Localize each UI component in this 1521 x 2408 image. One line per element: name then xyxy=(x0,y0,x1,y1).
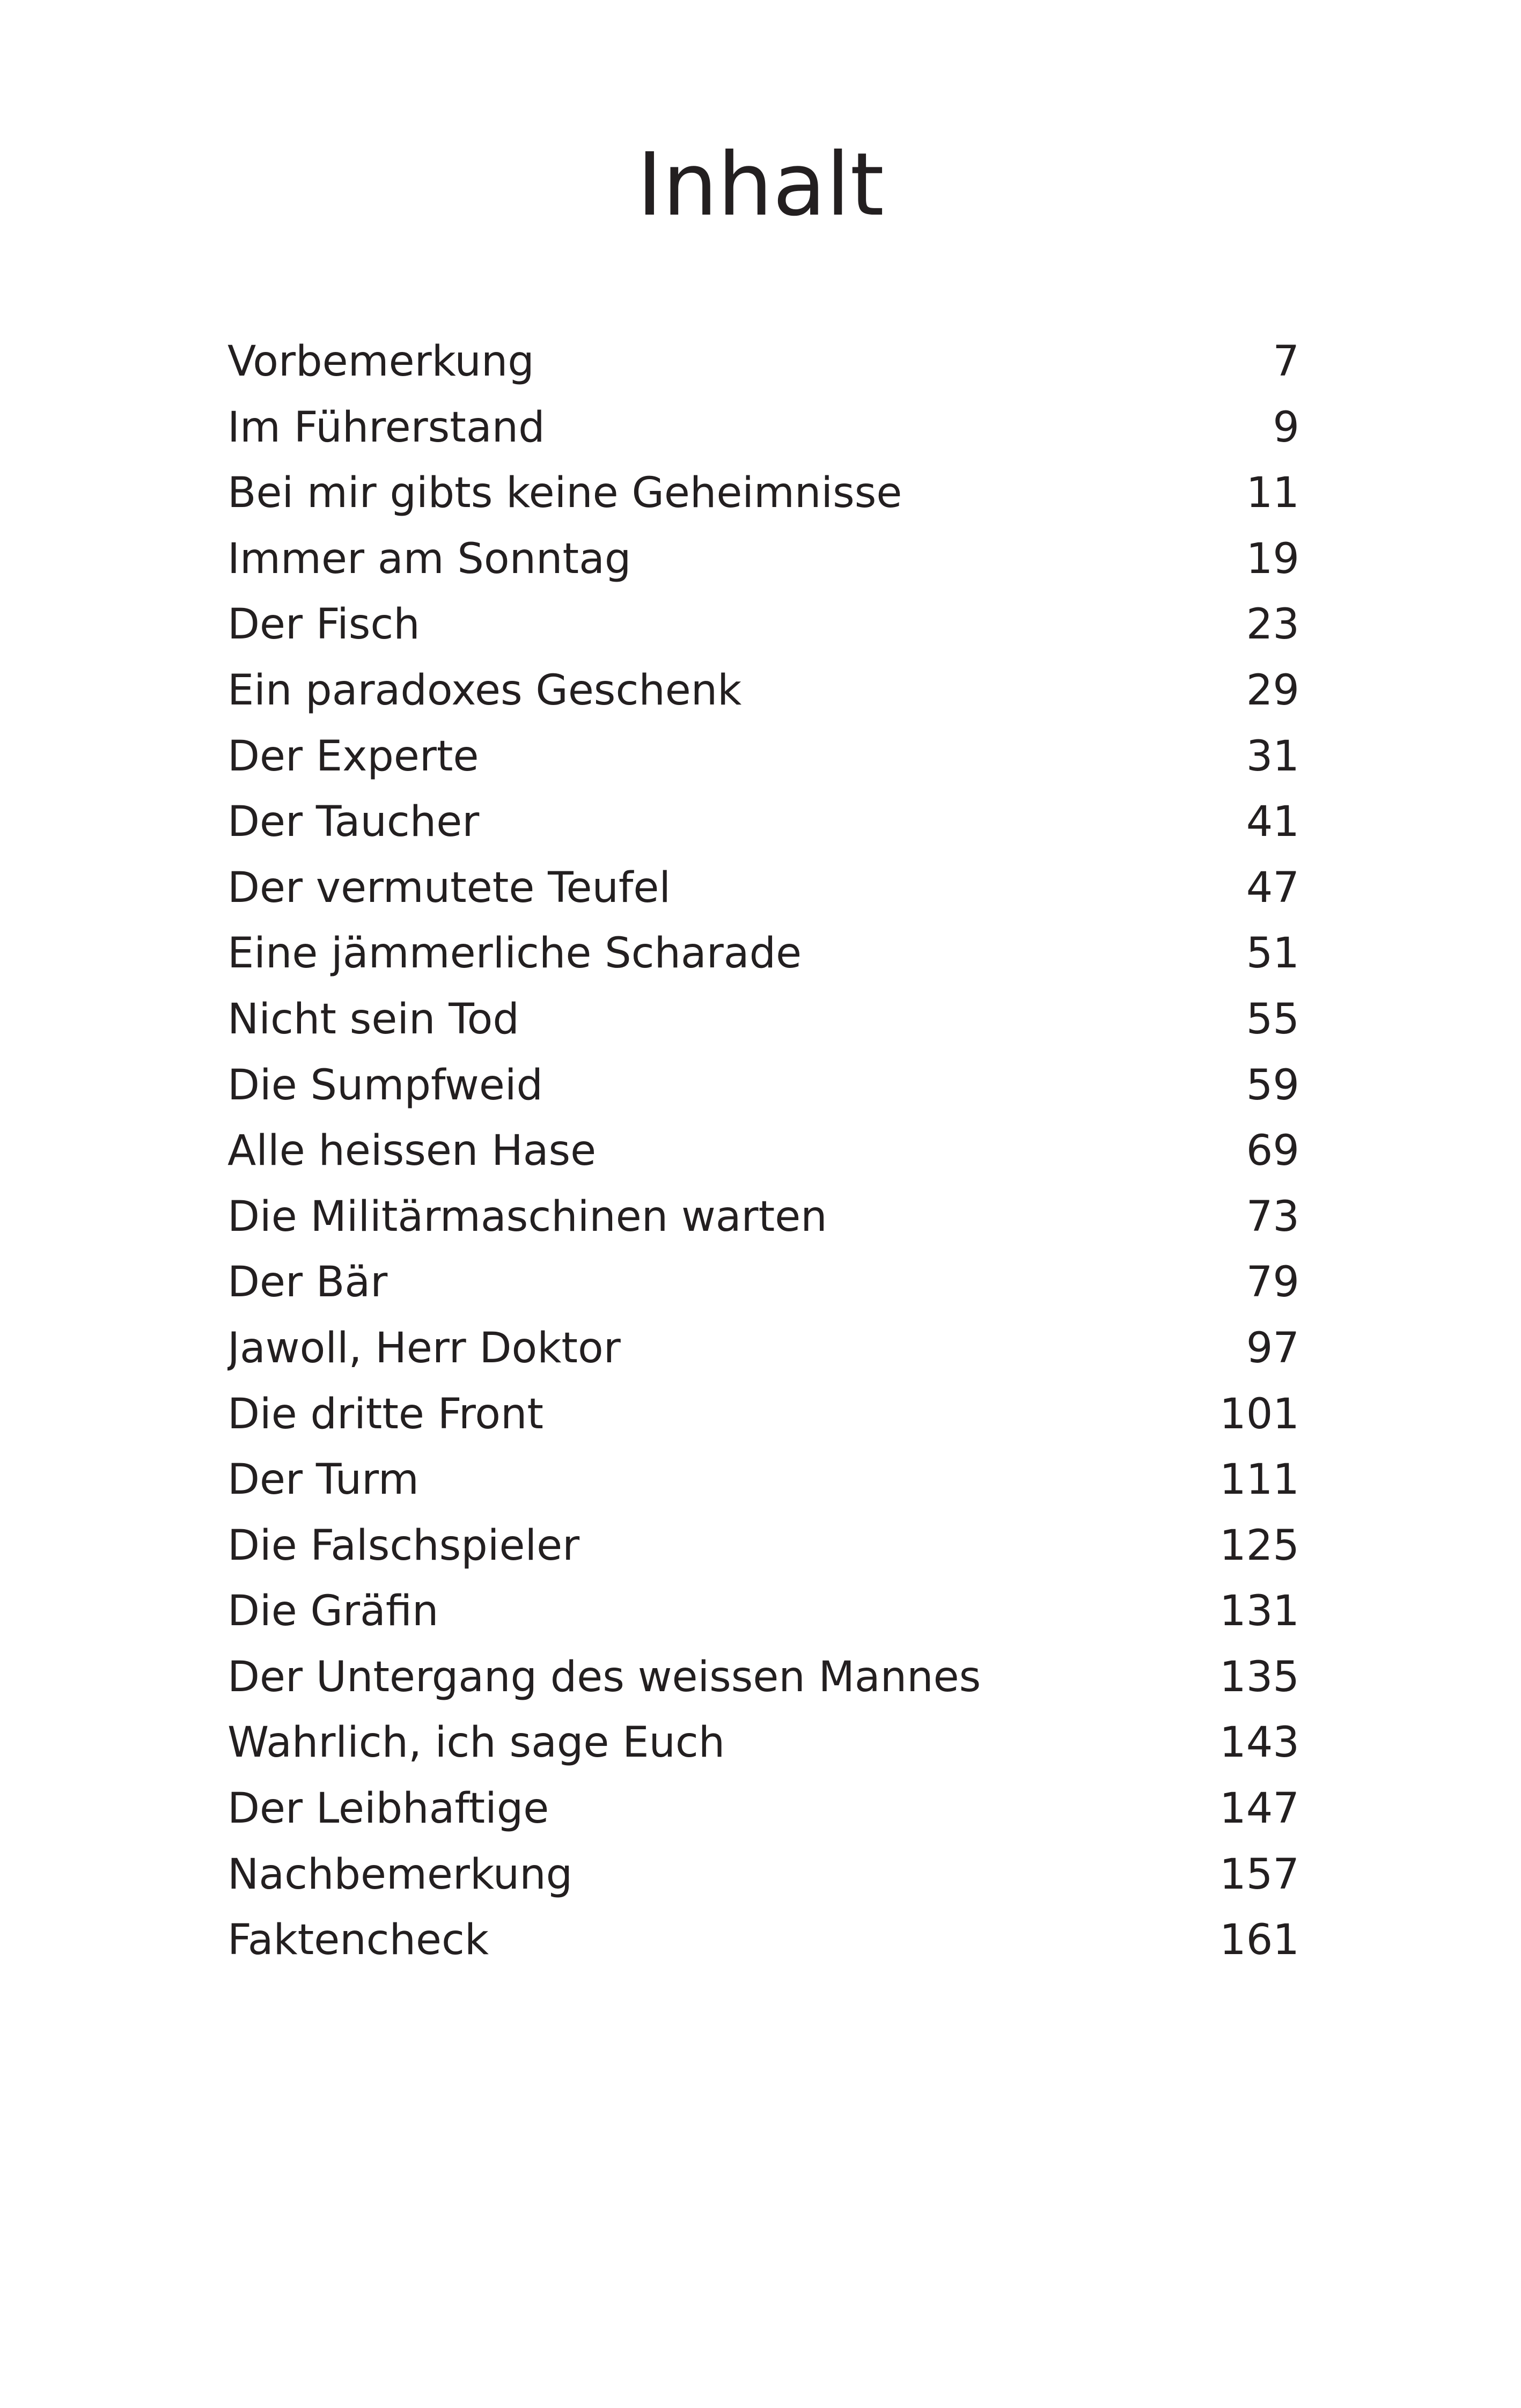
toc-entry xyxy=(227,1645,1299,1710)
toc-entry-title: Ein paradoxes Geschenk xyxy=(227,666,742,715)
toc-entry-page-number: 143 xyxy=(1219,1719,1299,1767)
toc-entry-page-number: 73 xyxy=(1246,1192,1299,1241)
toc-entry xyxy=(227,1447,1299,1513)
toc-entry xyxy=(227,1710,1299,1776)
toc-entry-title: Der Turm xyxy=(227,1456,419,1504)
toc-entry xyxy=(227,1907,1299,1973)
toc-entry-page-number: 29 xyxy=(1246,666,1299,715)
toc-entry-title: Bei mir gibts keine Geheimnisse xyxy=(227,469,902,518)
toc-entry xyxy=(227,658,1299,724)
toc-entry xyxy=(227,526,1299,592)
toc-entry xyxy=(227,1579,1299,1645)
toc-entry-page-number: 69 xyxy=(1246,1127,1299,1176)
toc-entry-page-number: 7 xyxy=(1273,337,1299,386)
toc-entry xyxy=(227,1250,1299,1316)
toc-entry-title: Immer am Sonntag xyxy=(227,534,631,583)
toc-entry-title: Vorbemerkung xyxy=(227,337,534,386)
toc-entry xyxy=(227,921,1299,987)
toc-entry xyxy=(227,1184,1299,1250)
toc-entry xyxy=(227,395,1299,461)
toc-entry-page-number: 41 xyxy=(1246,798,1299,847)
toc-entry-page-number: 23 xyxy=(1246,600,1299,649)
toc-entry-page-number: 161 xyxy=(1219,1916,1299,1965)
toc-entry-title: Wahrlich, ich sage Euch xyxy=(227,1719,725,1767)
toc-entry-title: Der Taucher xyxy=(227,798,480,847)
toc-entry xyxy=(227,1842,1299,1908)
toc-entry xyxy=(227,592,1299,658)
toc-entry xyxy=(227,1382,1299,1448)
toc-entry-title: Faktencheck xyxy=(227,1916,489,1965)
toc-entry-page-number: 147 xyxy=(1219,1785,1299,1833)
toc-entry xyxy=(227,987,1299,1053)
page-title: Inhalt xyxy=(637,135,884,236)
table-of-contents xyxy=(227,329,1299,1973)
toc-entry-page-number: 97 xyxy=(1246,1324,1299,1372)
toc-entry-page-number: 125 xyxy=(1219,1521,1299,1570)
toc-entry-title: Die dritte Front xyxy=(227,1390,543,1438)
toc-entry-page-number: 31 xyxy=(1246,732,1299,781)
toc-entry-title: Der Bär xyxy=(227,1258,388,1307)
toc-entry xyxy=(227,329,1299,395)
toc-entry-title: Nicht sein Tod xyxy=(227,995,519,1044)
toc-entry xyxy=(227,1776,1299,1842)
toc-entry-title: Jawoll, Herr Doktor xyxy=(227,1324,621,1372)
toc-entry-title: Der vermutete Teufel xyxy=(227,863,671,912)
toc-entry-page-number: 55 xyxy=(1246,995,1299,1044)
toc-entry xyxy=(227,1053,1299,1119)
toc-entry xyxy=(227,1513,1299,1579)
toc-entry-page-number: 157 xyxy=(1219,1850,1299,1899)
toc-entry-page-number: 47 xyxy=(1246,863,1299,912)
toc-entry xyxy=(227,460,1299,526)
toc-entry-title: Nachbemerkung xyxy=(227,1850,573,1899)
toc-entry-page-number: 101 xyxy=(1219,1390,1299,1438)
toc-entry-title: Die Falschspieler xyxy=(227,1521,580,1570)
toc-entry-title: Der Fisch xyxy=(227,600,420,649)
toc-entry-page-number: 59 xyxy=(1246,1061,1299,1110)
toc-entry-page-number: 131 xyxy=(1219,1587,1299,1636)
toc-entry-title: Eine jämmerliche Scharade xyxy=(227,929,802,978)
toc-entry xyxy=(227,1316,1299,1382)
toc-entry-title: Die Militärmaschinen warten xyxy=(227,1192,827,1241)
toc-entry xyxy=(227,1118,1299,1184)
toc-entry-page-number: 9 xyxy=(1273,403,1299,452)
toc-entry-page-number: 135 xyxy=(1219,1653,1299,1701)
toc-entry-page-number: 19 xyxy=(1246,534,1299,583)
toc-entry-title: Alle heissen Hase xyxy=(227,1127,597,1176)
toc-entry-page-number: 111 xyxy=(1219,1456,1299,1504)
toc-entry-title: Der Leibhaftige xyxy=(227,1785,549,1833)
toc-entry-page-number: 11 xyxy=(1246,469,1299,518)
toc-entry xyxy=(227,855,1299,921)
toc-entry-page-number: 51 xyxy=(1246,929,1299,978)
toc-entry-page-number: 79 xyxy=(1246,1258,1299,1307)
toc-entry-title: Im Führerstand xyxy=(227,403,545,452)
toc-entry xyxy=(227,789,1299,855)
toc-entry-title: Der Experte xyxy=(227,732,479,781)
toc-entry-title: Die Gräfin xyxy=(227,1587,439,1636)
toc-entry xyxy=(227,724,1299,790)
toc-entry-title: Der Untergang des weissen Mannes xyxy=(227,1653,981,1701)
toc-entry-title: Die Sumpfweid xyxy=(227,1061,543,1110)
